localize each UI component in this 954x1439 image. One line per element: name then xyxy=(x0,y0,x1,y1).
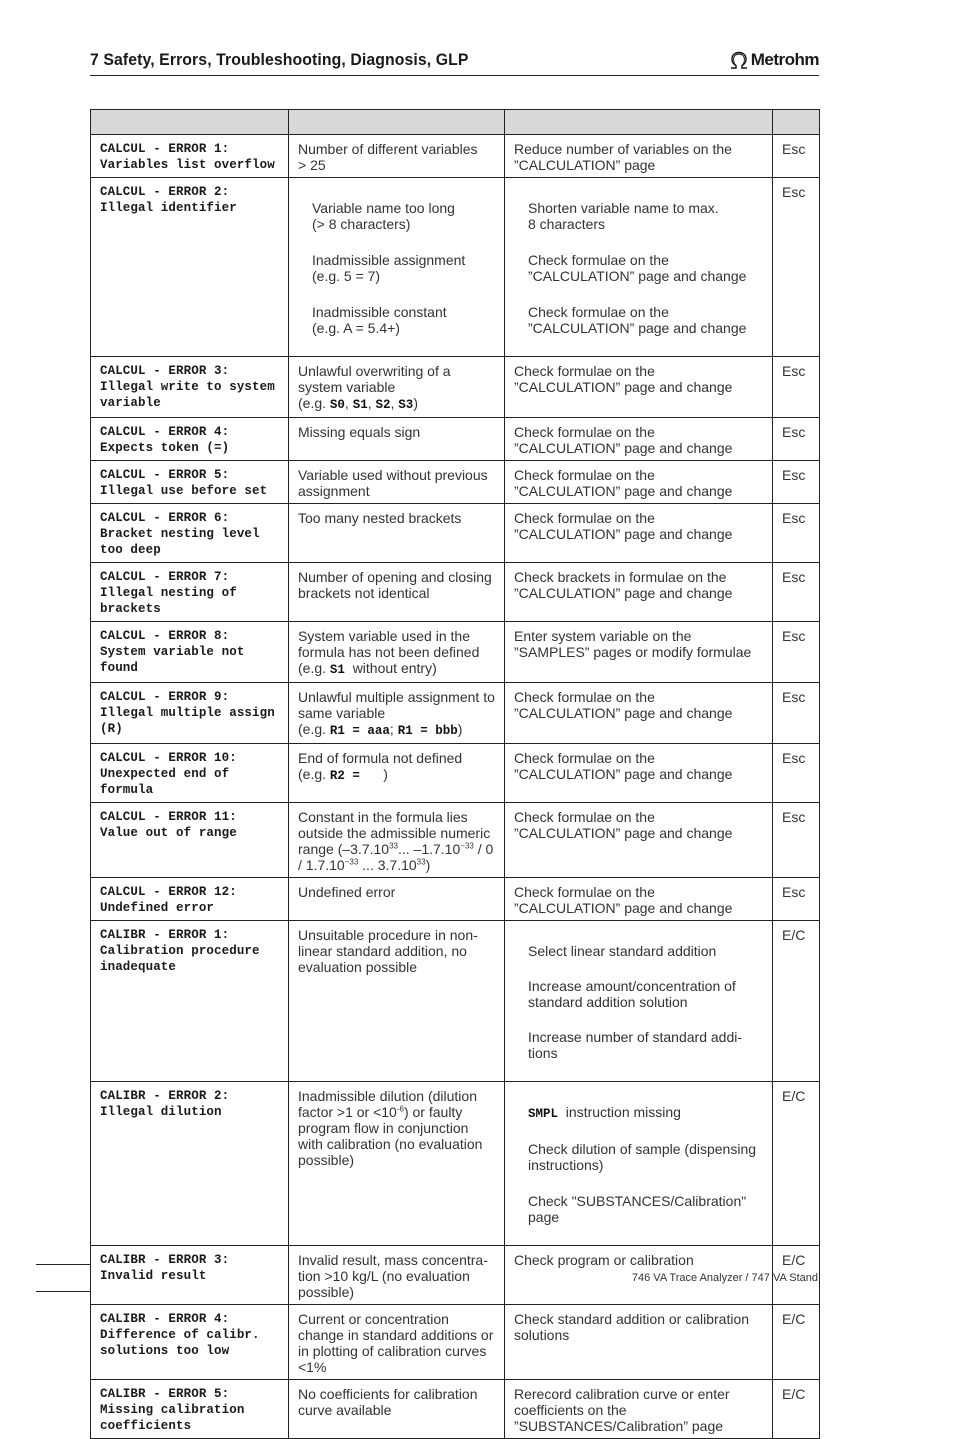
error-cause: Number of different variables > 25 xyxy=(298,141,478,173)
error-code: CALCUL - ERROR 3: Illegal write to system variable xyxy=(100,364,275,410)
cause-text: ) xyxy=(457,721,463,737)
error-code: CALCUL - ERROR 8: System variable not found xyxy=(100,629,245,675)
error-code: CALIBR - ERROR 2: Illegal dilution xyxy=(100,1089,230,1119)
error-key: E/C xyxy=(782,1386,806,1402)
error-remedy: Check formulae on the ”CALCULATION” page and change xyxy=(514,424,733,456)
cause-text: Constant in the formula lies outside the admissible numeric range (–3.7.10 xyxy=(298,809,491,857)
footer-rule xyxy=(36,1264,91,1265)
error-code: CALCUL - ERROR 4: Expects token (=) xyxy=(100,425,230,455)
error-code: CALCUL - ERROR 7: Illegal nesting of brackets xyxy=(100,570,237,616)
table-row xyxy=(91,683,820,744)
table-row xyxy=(91,622,820,683)
list-item xyxy=(528,1104,768,1122)
system-variable: S1 xyxy=(352,398,368,412)
list-item: Select linear standard addition xyxy=(528,943,717,959)
footer-rule xyxy=(36,1291,91,1292)
table-row xyxy=(91,357,820,418)
error-key: Esc xyxy=(782,809,806,825)
error-remedy: Rerecord calibration curve or enter coefficients on the ”SUBSTANCES/Calibration” page xyxy=(514,1386,730,1434)
table-row xyxy=(91,178,820,357)
header-cell-message xyxy=(91,110,289,135)
list-item: Increase number of standard addi- tions xyxy=(528,1029,743,1061)
exponent: 33 xyxy=(416,857,426,867)
error-cause xyxy=(289,622,504,682)
error-remedy: Check formulae on the ”CALCULATION” page and change xyxy=(514,809,733,841)
list-item: Inadmissible constant (e.g. A = 5.4+) xyxy=(312,304,447,336)
error-code: CALIBR - ERROR 3: Invalid result xyxy=(100,1253,230,1283)
error-code: CALCUL - ERROR 1: Variables list overflow xyxy=(100,142,275,172)
system-variable: S1 xyxy=(329,663,345,677)
system-variable: S0 xyxy=(329,398,345,412)
error-key: Esc xyxy=(782,141,806,157)
error-key: E/C xyxy=(782,927,806,943)
error-remedy: Check formulae on the ”CALCULATION” page and change xyxy=(514,689,733,721)
table-row xyxy=(91,504,820,563)
error-key: Esc xyxy=(782,184,806,200)
assignment-example: R1 = aaa xyxy=(329,724,390,738)
omega-icon xyxy=(729,51,749,69)
table-row xyxy=(91,1082,820,1246)
error-code: CALCUL - ERROR 5: Illegal use before set xyxy=(100,468,268,498)
cause-text: Unlawful overwriting of a system variable (e.g. xyxy=(298,363,451,411)
error-cause xyxy=(289,683,504,743)
system-variable: S2 xyxy=(375,398,391,412)
table-row xyxy=(91,921,820,1082)
error-cause: Invalid result, mass concentra- tion >10 kg/L (no evaluation possible) xyxy=(298,1252,488,1300)
table-row xyxy=(91,418,820,461)
cause-text: / 0 / 1.7.10 xyxy=(298,841,494,873)
cause-text: Inadmissible dilution (dilution factor >1 or <10 xyxy=(298,1088,477,1120)
error-remedy: Check formulae on the ”CALCULATION” page and change xyxy=(514,363,733,395)
cause-text: ) xyxy=(359,766,388,782)
error-remedy: Reduce number of variables on the ”CALCULATION” page xyxy=(514,141,732,173)
table-row xyxy=(91,135,820,178)
error-cause xyxy=(289,744,504,788)
cause-text: Unlawful multiple assignment to same variable (e.g. xyxy=(298,689,495,737)
table-header-row xyxy=(91,110,820,135)
cause-text: ... –1.7.10 xyxy=(397,841,461,857)
error-code: CALCUL - ERROR 12: Undefined error xyxy=(100,885,237,915)
list-item: Check formulae on the ”CALCULATION” page and change xyxy=(528,304,747,336)
error-code: CALCUL - ERROR 9: Illegal multiple assign (R) xyxy=(100,690,275,736)
metrohm-logo xyxy=(729,50,819,70)
page-header xyxy=(90,48,819,76)
list-item: Check "SUBSTANCES/Calibration" page xyxy=(528,1193,747,1225)
error-cause: Number of opening and closing brackets not identical xyxy=(298,569,492,601)
error-key: E/C xyxy=(782,1252,806,1268)
error-cause: Unlawful overwriting of a system variable (e.g. S0, S1, S2, S3) xyxy=(298,363,451,412)
error-key: E/C xyxy=(782,1311,806,1327)
error-key: Esc xyxy=(782,628,806,644)
error-code: CALIBR - ERROR 4: Difference of calibr. solutions too low xyxy=(100,1312,260,1358)
error-key: Esc xyxy=(782,884,806,900)
error-cause: Too many nested brackets xyxy=(298,510,462,526)
table-row xyxy=(91,744,820,803)
error-remedy: Check formulae on the ”CALCULATION” page and change xyxy=(514,750,733,782)
error-code: CALCUL - ERROR 10: Unexpected end of formula xyxy=(100,751,237,797)
table-row xyxy=(91,878,820,921)
error-cause: Current or concentration change in standard additions or in plotting of calibration curves <1% xyxy=(298,1311,494,1375)
list-item: Check dilution of sample (dispensing instructions) xyxy=(528,1141,757,1173)
table-row xyxy=(91,563,820,622)
error-key: Esc xyxy=(782,569,806,585)
header-cell-key xyxy=(773,110,820,135)
error-remedy-list xyxy=(505,1082,772,1245)
error-key: Esc xyxy=(782,750,806,766)
error-remedy: Check formulae on the ”CALCULATION” page and change xyxy=(514,884,733,916)
cause-text: ) xyxy=(413,395,418,411)
error-code: CALIBR - ERROR 5: Missing calibration coefficients xyxy=(100,1387,245,1433)
error-code: CALIBR - ERROR 1: Calibration procedure inadequate xyxy=(100,928,260,974)
error-remedy: Check brackets in formulae on the ”CALCULATION” page and change xyxy=(514,569,733,601)
exponent: 33 xyxy=(389,841,398,851)
formula-example: R2 = xyxy=(329,769,360,783)
error-remedy: Check formulae on the ”CALCULATION” page and change xyxy=(514,510,733,542)
error-cause: Missing equals sign xyxy=(298,424,421,440)
cause-text: ; xyxy=(389,721,398,737)
error-cause: Unsuitable procedure in non- linear standard addition, no evaluation possible xyxy=(298,927,478,975)
cause-text: without entry) xyxy=(344,660,437,676)
error-key: Esc xyxy=(782,424,806,440)
header-rule xyxy=(90,75,819,76)
logo-text: Metrohm xyxy=(750,50,819,69)
remedy-text: instruction missing xyxy=(558,1104,681,1120)
error-cause xyxy=(289,1082,504,1172)
cause-text: ) xyxy=(425,857,431,873)
footer-product-name: 746 VA Trace Analyzer / 747 VA Stand xyxy=(631,1272,818,1284)
error-remedy-list xyxy=(505,178,772,356)
error-cause: No coefficients for calibration curve available xyxy=(298,1386,478,1418)
chapter-title: 7 Safety, Errors, Troubleshooting, Diagnosis, GLP xyxy=(90,50,469,69)
error-key: Esc xyxy=(782,510,806,526)
error-remedy: Enter system variable on the ”SAMPLES” pages or modify formulae xyxy=(514,628,752,660)
error-remedy: Check formulae on the ”CALCULATION” page and change xyxy=(514,467,733,499)
system-variable: S3 xyxy=(398,398,414,412)
error-key: Esc xyxy=(782,689,806,705)
list-item: Variable name too long (> 8 characters) xyxy=(312,200,455,232)
error-code: CALCUL - ERROR 6: Bracket nesting level too deep xyxy=(100,511,260,557)
cause-text: System variable used in the formula has not been defined (e.g. xyxy=(298,628,480,676)
table-row xyxy=(91,803,820,878)
list-item: Increase amount/concentration of standard addition solution xyxy=(528,978,736,1010)
error-cause: Variable used without previous assignment xyxy=(298,467,488,499)
table-row xyxy=(91,461,820,504)
header-cell-remedy xyxy=(505,110,773,135)
cause-text: ... 3.7.10 xyxy=(358,857,417,873)
cause-text: ) or faulty program flow in conjunction with calibration (no evaluation possible) xyxy=(298,1104,483,1168)
error-cause xyxy=(289,803,504,877)
error-remedy: Check standard addition or calibration solutions xyxy=(514,1311,750,1343)
assignment-example: R1 = bbb xyxy=(397,724,458,738)
exponent: −33 xyxy=(344,857,359,867)
cause-text: End of formula not defined (e.g. xyxy=(298,750,463,782)
error-key: E/C xyxy=(782,1088,806,1104)
error-code: CALCUL - ERROR 11: Value out of range xyxy=(100,810,237,840)
error-cause-list xyxy=(289,178,504,356)
list-item: Check formulae on the ”CALCULATION” page and change xyxy=(528,252,747,284)
list-item: Shorten variable name to max. 8 characters xyxy=(528,200,719,232)
error-remedy-list xyxy=(505,921,772,1081)
list-item: Inadmissible assignment (e.g. 5 = 7) xyxy=(312,252,466,284)
error-cause: Undefined error xyxy=(298,884,396,900)
exponent: -6 xyxy=(396,1104,404,1114)
header-cell-cause xyxy=(289,110,505,135)
error-table xyxy=(90,109,820,1439)
error-remedy: Check program or calibration xyxy=(514,1252,694,1268)
error-key: Esc xyxy=(782,467,806,483)
table-row xyxy=(91,1305,820,1380)
error-key: Esc xyxy=(782,363,806,379)
instruction-name: SMPL xyxy=(528,1107,559,1121)
table-row xyxy=(91,1380,820,1439)
exponent: −33 xyxy=(460,841,474,851)
error-code: CALCUL - ERROR 2: Illegal identifier xyxy=(100,185,237,215)
